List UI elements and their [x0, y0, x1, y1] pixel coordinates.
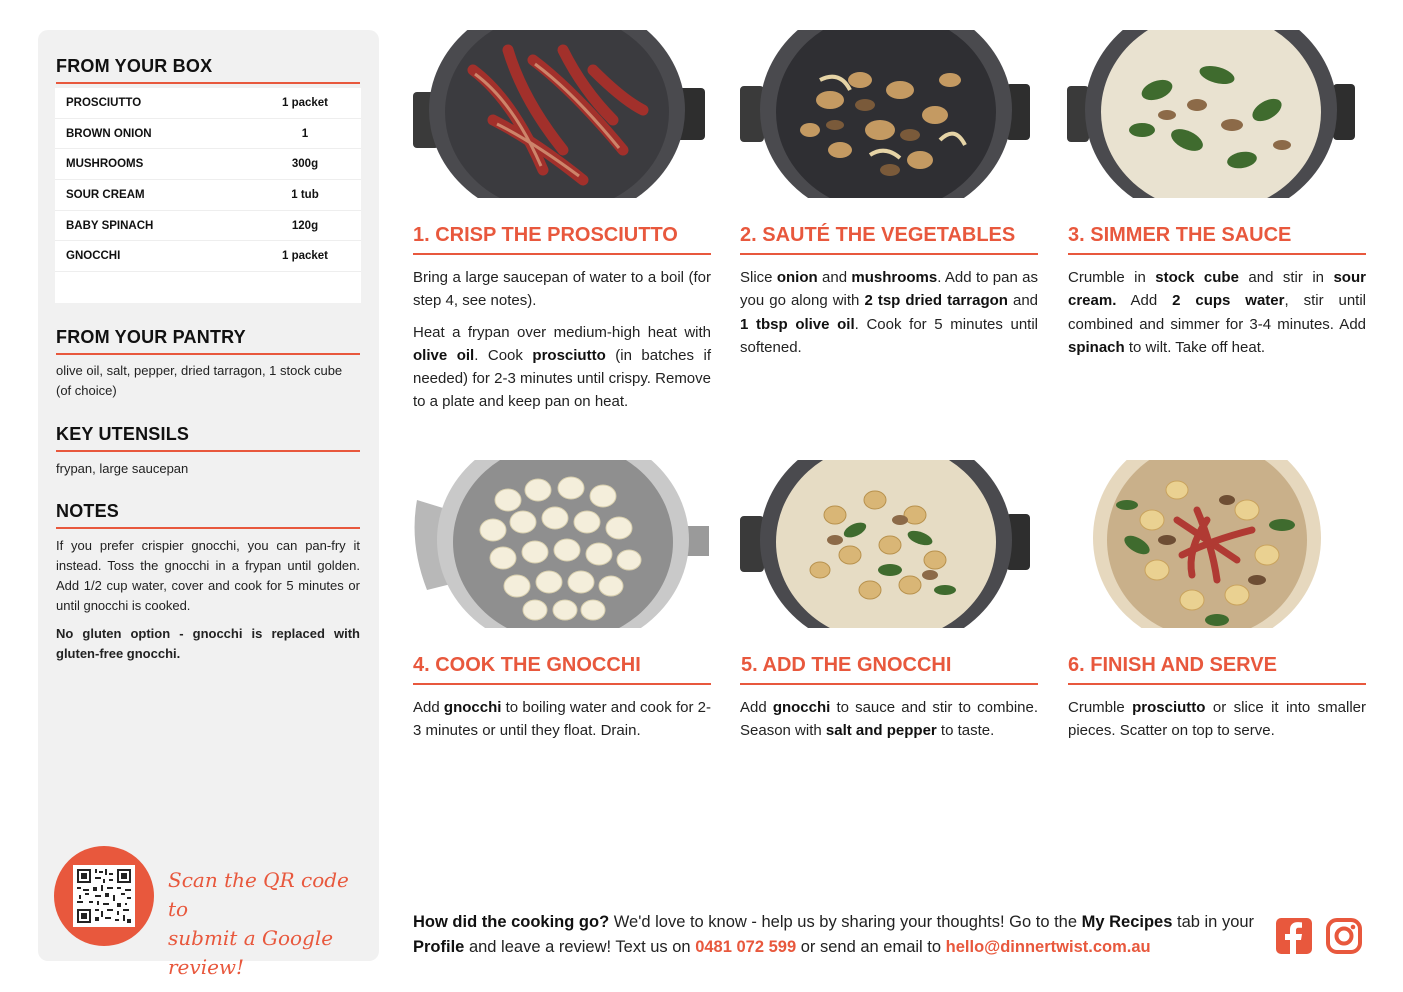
text-run: and: [1007, 292, 1039, 310]
step-3-image: [1067, 30, 1363, 198]
text-run: Slice: [740, 269, 777, 286]
review-prompt: [413, 910, 1263, 960]
text-run: to wilt. Take off heat.: [1124, 338, 1266, 356]
step-4-rule: [413, 683, 711, 685]
step-2-rule: [740, 253, 1038, 255]
step-4-title: 4. COOK THE GNOCCHI: [413, 654, 641, 676]
box-item-qty: 1: [301, 127, 309, 140]
ingredient-highlight: prosciutto: [1132, 699, 1206, 716]
utensils-heading: KEY UTENSILS: [56, 424, 190, 444]
text-run: and stir in: [1238, 269, 1334, 286]
box-item-qty: 1 packet: [281, 250, 329, 263]
text-run: to sauce and stir to combine. Season with: [740, 699, 1038, 740]
box-table: [55, 88, 361, 303]
box-item-name: BROWN ONION: [66, 127, 152, 140]
box-row: [55, 180, 361, 211]
phone-link[interactable]: 0481 072 599: [695, 938, 797, 956]
ingredient-highlight: mushrooms: [851, 269, 938, 286]
step-2-para-1: [740, 266, 1038, 359]
pantry-text: olive oil, salt, pepper, dried tarragon, 1 stock cube (of choice): [56, 363, 343, 398]
utensils-rule: [56, 450, 360, 452]
step-4-image: [413, 460, 709, 628]
step-5-body: [740, 696, 1038, 751]
ingredient-highlight: onion: [776, 269, 818, 286]
text-run: (in batches if needed) for 2-3 minutes until crispy. Remove to a plate and keep pan on heat.: [413, 346, 711, 411]
ingredient-highlight: gnocchi: [443, 699, 502, 716]
box-item-name: BABY SPINACH: [66, 219, 154, 232]
step-5-para-1: [740, 696, 1038, 743]
box-rule: [56, 82, 360, 84]
text-run: . Cook: [474, 346, 533, 364]
ingredient-highlight: sour cream.: [1068, 269, 1366, 310]
step-3-title: 3. SIMMER THE SAUCE: [1068, 224, 1292, 246]
pantry-heading: FROM YOUR PANTRY: [56, 327, 246, 347]
text-run: Add: [1116, 292, 1173, 310]
text-run: to taste.: [936, 722, 995, 740]
review-question: How did the cooking go?: [413, 913, 610, 931]
box-row: [55, 149, 361, 180]
text-run: and leave a review! Text us on: [464, 938, 696, 956]
text-run: Add: [413, 699, 444, 716]
step-1-image: [413, 30, 709, 198]
step-3-rule: [1068, 253, 1366, 255]
box-heading: FROM YOUR BOX: [56, 56, 213, 76]
qr-badge[interactable]: [54, 846, 154, 946]
text-run: Crumble: [1068, 699, 1133, 716]
text-run: Heat a frypan over medium-high heat with: [413, 323, 711, 341]
step-6-para-1: [1068, 696, 1366, 743]
text-run: or slice it into smaller pieces. Scatter on top to serve.: [1068, 699, 1366, 740]
notes-text: If you prefer crispier gnocchi, you can pan-fry it instead. Toss the gnocchi in a frypan until golden. Add 1/2 cup water, cover and cook for 5 minutes or until gnocchi is cooked.: [56, 538, 360, 613]
pantry-rule: [56, 353, 360, 355]
ingredient-highlight: salt and pepper: [825, 722, 937, 740]
step-5-image: [740, 460, 1036, 628]
qr-caption: [168, 866, 368, 982]
notes-heading: NOTES: [56, 501, 120, 521]
text-run: . Cook for 5 minutes until softened.: [740, 315, 1038, 356]
notes-rule: [56, 527, 360, 529]
text-run: to boiling water and cook for 2-3 minutes or until they float. Drain.: [413, 699, 711, 740]
step-1-rule: [413, 253, 711, 255]
box-item-name: PROSCIUTTO: [66, 96, 142, 109]
step-1-para-2: [413, 321, 711, 414]
qr-code-icon: [73, 865, 135, 927]
ingredient-highlight: spinach: [1068, 338, 1125, 356]
sidebar: [38, 30, 379, 979]
qr-caption-line2: submit a Google review!: [168, 926, 334, 979]
step-6-title: 6. FINISH AND SERVE: [1068, 654, 1277, 676]
text-run: We'd love to know - help us by sharing your thoughts! Go to the: [609, 913, 1082, 931]
instagram-icon[interactable]: [1325, 917, 1363, 955]
text-run: tab in your: [1172, 913, 1255, 931]
email-link[interactable]: hello@dinnertwist.com.au: [945, 938, 1151, 956]
step-2-title: 2. SAUTÉ THE VEGETABLES: [740, 224, 1016, 246]
step-3-para-1: [1068, 266, 1366, 359]
step-4-body: [413, 696, 711, 751]
text-run: or send an email to: [796, 938, 946, 956]
box-row: [55, 119, 361, 150]
ingredient-highlight: stock cube: [1155, 269, 1239, 286]
ingredient-highlight: 2 tsp dried tarragon: [864, 292, 1008, 310]
step-5-title: 5. ADD THE GNOCCHI: [741, 654, 952, 676]
step-1-body: [413, 266, 711, 422]
ingredient-highlight: 2 cups water: [1172, 292, 1285, 310]
profile-label: Profile: [413, 938, 465, 956]
box-row: [55, 211, 361, 242]
ingredient-highlight: olive oil: [413, 346, 475, 364]
step-1-title: 1. CRISP THE PROSCIUTTO: [413, 224, 678, 246]
ingredient-highlight: prosciutto: [532, 346, 606, 364]
step-3-body: [1068, 266, 1366, 367]
box-row: [55, 88, 361, 119]
box-item-qty: 120g: [291, 219, 319, 232]
text-run: . Add to pan as you go along with: [740, 269, 1038, 310]
step-4-para-1: [413, 696, 711, 743]
box-item-qty: 1 tub: [291, 188, 319, 201]
step-2-body: [740, 266, 1038, 367]
text-run: , stir until combined and simmer for 3-4 minutes. Add: [1068, 292, 1367, 333]
box-row: [55, 241, 361, 272]
text-run: Bring a large saucepan of water to a boil (for step 4, see notes).: [413, 269, 711, 310]
text-run: Crumble in: [1068, 269, 1156, 286]
box-item-qty: 300g: [291, 158, 319, 171]
facebook-icon[interactable]: [1275, 917, 1313, 955]
text-run: and: [817, 269, 852, 286]
box-item-qty: 1 packet: [281, 96, 329, 109]
step-1-para-1: [413, 266, 711, 313]
box-item-name: MUSHROOMS: [66, 158, 144, 171]
ingredient-highlight: gnocchi: [772, 699, 831, 716]
ingredient-highlight: 1 tbsp olive oil: [740, 315, 855, 333]
step-6-rule: [1068, 683, 1366, 685]
utensils-text: frypan, large saucepan: [56, 461, 189, 476]
notes-bold-text: No gluten option - gnocchi is replaced with gluten-free gnocchi.: [56, 626, 360, 661]
text-run: Add: [740, 699, 773, 716]
my-recipes-label: My Recipes: [1081, 913, 1173, 931]
step-2-image: [740, 30, 1036, 198]
step-5-rule: [740, 683, 1038, 685]
qr-caption-line1: Scan the QR code to: [168, 868, 349, 921]
step-6-image: [1067, 460, 1363, 628]
box-item-name: SOUR CREAM: [66, 188, 145, 201]
box-item-name: GNOCCHI: [66, 250, 121, 263]
step-6-body: [1068, 696, 1366, 751]
